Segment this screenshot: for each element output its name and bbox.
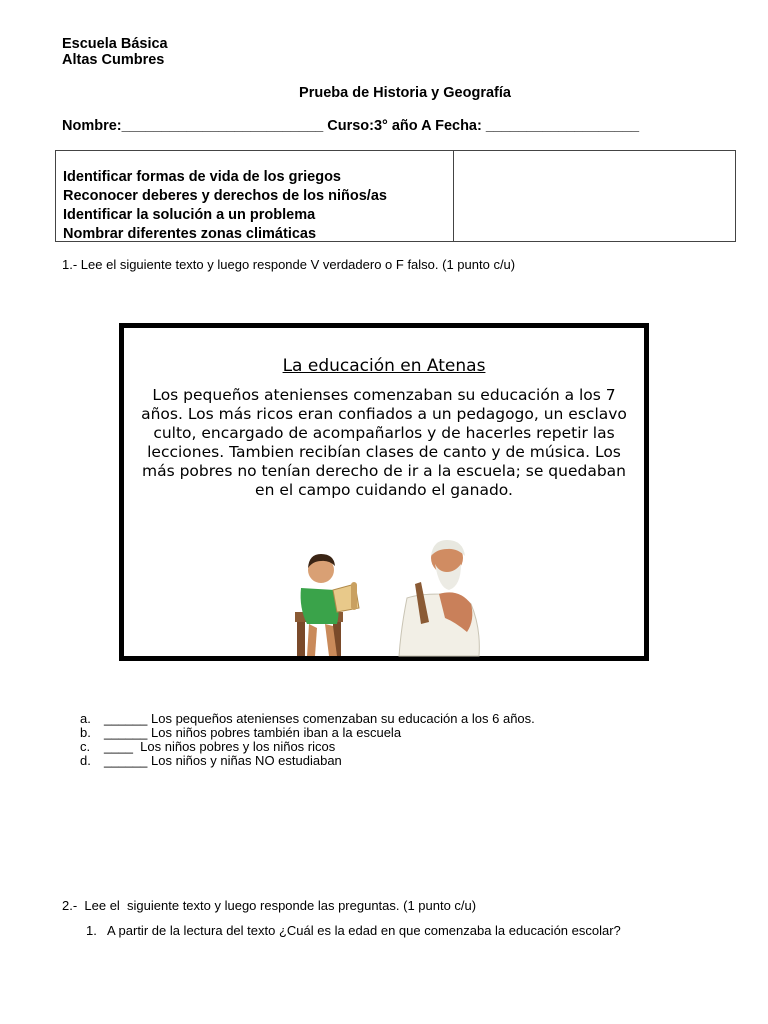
option-c — [80, 740, 535, 754]
option-d — [80, 754, 535, 768]
school-name-line2: Altas Cumbres — [62, 52, 165, 68]
objective-item: Identificar formas de vida de los griegos — [63, 169, 341, 185]
option-b — [80, 726, 535, 740]
objective-item: Identificar la solución a un problema — [63, 207, 316, 223]
option-letter: c. — [80, 739, 91, 754]
option-text: ______ Los niños y niñas NO estudiaban — [104, 753, 342, 768]
option-text: ______ Los pequeños atenienses comenzaban su educación a los 6 años. — [104, 711, 535, 726]
teacher-figure — [399, 540, 479, 656]
reading-title: La educación en Atenas — [282, 356, 486, 376]
test-title: Prueba de Historia y Geografía — [299, 85, 511, 101]
objective-item: Nombrar diferentes zonas climáticas — [63, 226, 317, 242]
true-false-options — [80, 712, 535, 768]
objective-item: Reconocer deberes y derechos de los niños/as — [63, 188, 387, 204]
objectives-list — [63, 168, 387, 244]
student-figure — [295, 554, 359, 656]
option-letter: b. — [80, 725, 91, 740]
reading-text: Los pequeños atenienses comenzaban su educación a los 7 años. Los más ricos eran confiados a un pedagogo, un esclavo culto, encargado de acompañarlos y de hacerles repetir las lecciones. Tambien recibían clases de canto y de música. Los más pobres no tenían derecho de ir a la escuela; se quedaban en el campo cuidando el ganado. — [141, 386, 627, 499]
school-name-line1: Escuela Básica — [62, 36, 168, 52]
athens-education-illustration — [289, 528, 489, 658]
option-letter: a. — [80, 711, 91, 726]
option-a — [80, 712, 535, 726]
reading-box — [119, 323, 649, 661]
option-text: ______ Los niños pobres también iban a la escuela — [104, 725, 402, 740]
objectives-table — [55, 150, 736, 242]
question2-prompt: 2.- Lee el siguiente texto y luego responde las preguntas. (1 punto c/u) — [62, 898, 477, 913]
option-letter: d. — [80, 753, 91, 768]
student-info-line: Nombre:_________________________ Curso:3° año A Fecha: ___________________ — [62, 118, 640, 134]
table-divider — [453, 151, 454, 241]
question1-prompt: 1.- Lee el siguiente texto y luego responde V verdadero o F falso. (1 punto c/u) — [62, 257, 516, 272]
option-text: ____ Los niños pobres y los niños ricos — [104, 739, 336, 754]
question2-item1: 1. A partir de la lectura del texto ¿Cuál es la edad en que comenzaba la educación escolar? — [86, 923, 621, 938]
